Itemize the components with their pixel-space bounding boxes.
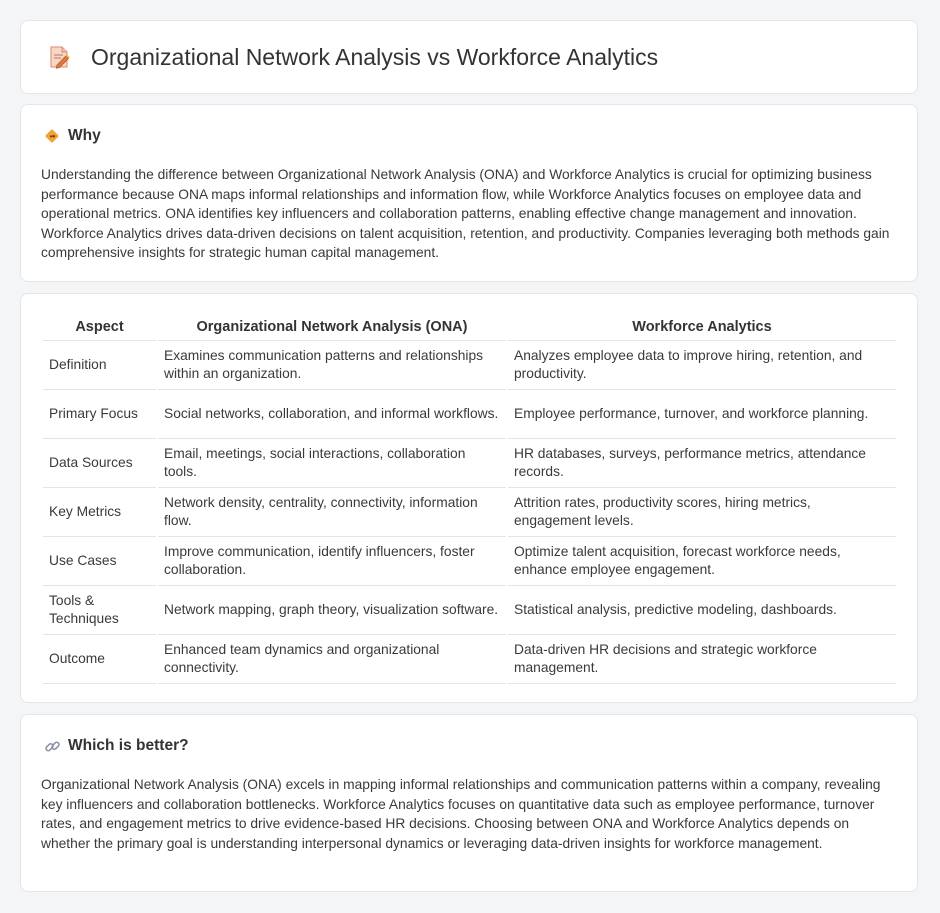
cell-workforce: Employee performance, turnover, and workforce planning. — [508, 390, 896, 439]
cell-aspect: Data Sources — [43, 439, 156, 488]
cell-aspect: Outcome — [43, 635, 156, 684]
table-row — [43, 537, 896, 586]
table-row — [43, 488, 896, 537]
comparison-section — [20, 293, 918, 703]
title-card — [20, 20, 918, 94]
cell-workforce: HR databases, surveys, performance metrics, attendance records. — [508, 439, 896, 488]
cell-aspect: Definition — [43, 341, 156, 390]
better-body: Organizational Network Analysis (ONA) excels in mapping informal relationships and communication patterns within a company, revealing key influencers and collaboration bottlenecks. Workforce Analytics focuses on quantitative data such as employee performance, turnover rates, and engagement metrics to drive evidence-based HR decisions. Choosing between ONA and Workforce Analytics depends on whether the primary goal is understanding interpersonal dynamics or leveraging data-driven insights for workforce management. — [41, 777, 881, 851]
table-row — [43, 635, 896, 684]
why-title: Why — [68, 127, 101, 144]
page-title: Organizational Network Analysis vs Workforce Analytics — [91, 43, 659, 70]
cell-aspect: Tools & Techniques — [43, 586, 156, 635]
cell-ona: Examines communication patterns and relationships within an organization. — [158, 341, 506, 390]
document-edit-icon — [45, 43, 73, 71]
cell-aspect: Key Metrics — [43, 488, 156, 537]
cell-ona: Enhanced team dynamics and organizational connectivity. — [158, 635, 506, 684]
why-header — [43, 127, 101, 145]
comparison-table — [41, 314, 898, 684]
better-title: Which is better? — [68, 737, 189, 754]
cell-ona: Social networks, collaboration, and informal workflows. — [158, 390, 506, 439]
cell-workforce: Analyzes employee data to improve hiring, retention, and productivity. — [508, 341, 896, 390]
cell-workforce: Optimize talent acquisition, forecast workforce needs, enhance employee engagement. — [508, 537, 896, 586]
header-aspect: Aspect — [43, 314, 156, 341]
header-workforce-analytics: Workforce Analytics — [508, 314, 896, 341]
cell-ona: Network density, centrality, connectivity, information flow. — [158, 488, 506, 537]
table-row — [43, 439, 896, 488]
why-section — [20, 104, 918, 282]
cell-workforce: Attrition rates, productivity scores, hiring metrics, engagement levels. — [508, 488, 896, 537]
cell-workforce: Statistical analysis, predictive modeling, dashboards. — [508, 586, 896, 635]
which-is-better-section — [20, 714, 918, 892]
table-row — [43, 390, 896, 439]
table-row — [43, 586, 896, 635]
table-header-row — [43, 314, 896, 341]
cell-ona: Improve communication, identify influencers, foster collaboration. — [158, 537, 506, 586]
cell-workforce: Data-driven HR decisions and strategic workforce management. — [508, 635, 896, 684]
cell-aspect: Use Cases — [43, 537, 156, 586]
why-body: Understanding the difference between Organizational Network Analysis (ONA) and Workforce Analytics is crucial for optimizing business performance because ONA maps informal relationships and information flow, while Workforce Analytics focuses on employee data and operational metrics. ONA identifies key influencers and collaboration patterns, enabling effective change management and innovation. Workforce Analytics drives data-driven decisions on talent acquisition, retention, and productivity. Companies leveraging both methods gain comprehensive insights for strategic human capital management. — [41, 167, 890, 261]
table-row — [43, 341, 896, 390]
cell-ona: Network mapping, graph theory, visualization software. — [158, 586, 506, 635]
better-header — [43, 737, 189, 755]
cell-ona: Email, meetings, social interactions, collaboration tools. — [158, 439, 506, 488]
cell-aspect: Primary Focus — [43, 390, 156, 439]
header-ona: Organizational Network Analysis (ONA) — [158, 314, 506, 341]
link-icon — [43, 737, 61, 755]
diamond-direction-icon — [43, 127, 61, 145]
